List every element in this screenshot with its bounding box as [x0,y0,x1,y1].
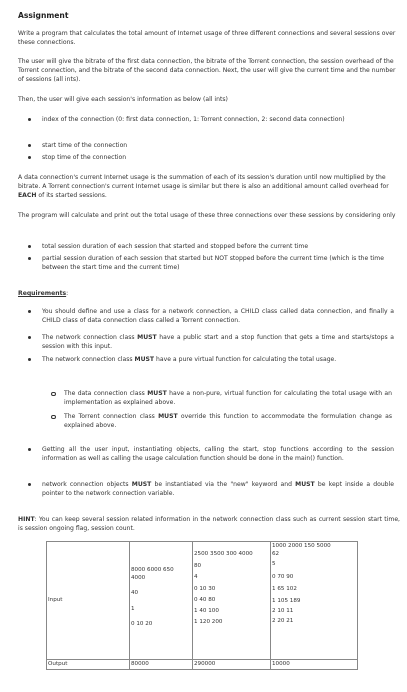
bullet-icon [28,245,31,248]
intro-paragraph: Write a program that calculates the total amount of Internet usage of three different connections and several sessions over these connections. [18,30,396,47]
sub-requirement-item: The data connection class MUST have a non-pure, virtual function for calculating the total usage with an implementation as explained above. [64,389,392,407]
calc-description: The program will calculate and print out the total usage of these three connections over these sessions by considering only [18,212,396,219]
input-cell-2: 2500 3500 300 4000 80 4 0 10 30 0 40 80 1 40 100 1 120 200 [193,542,271,660]
bullet-icon [28,358,31,361]
usage-description: A data connection's current Internet usage is the summation of each of its session's duration until now multiplied by the bitrate. A Torrent connection's current Internet usage is similar but there is also an additional amount called overhead for EACH of its started sessions. [18,174,389,200]
calc-list-item: partial session duration of each session that started but NOT stopped before the current time (which is the time between the start time and the current time) [42,254,394,272]
requirement-item: Getting all the user input, instantiating objects, calling the start, stop functions according to the session information as well as calling the usage calculation function should be done in the main() function. [42,445,394,463]
input-label-cell: Input [47,542,130,660]
input-description: The user will give the bitrate of the first data connection, the bitrate of the Torrent connection, the session overhead of the Torrent connection, and the bitrate of the second data connection. Next, the user will give the current time and the number of sessions (all ints). [18,58,396,84]
sub-requirement-item: The Torrent connection class MUST override this function to accommodate the formulation change as explained above. [64,412,392,430]
output-cell-2: 290000 [193,660,271,670]
requirement-item: The network connection class MUST have a pure virtual function for calculating the total usage. [42,355,394,364]
sample-io-table [46,541,358,670]
bullet-icon [28,156,31,159]
output-cell-3: 10000 [271,660,358,670]
bullet-icon [28,448,31,451]
requirement-item: network connection objects MUST be instantiated via the "new" keyword and MUST be kept inside a double pointer to the network connection variable. [42,480,394,498]
bullet-icon [28,257,31,260]
session-list-item: start time of the connection [42,141,394,150]
circle-bullet-icon [51,415,56,420]
bullet-icon [28,336,31,339]
page-title: Assignment [18,11,69,20]
bullet-icon [28,144,31,147]
requirement-item: You should define and use a class for a network connection, a CHILD class called data connection, and finally a CHILD class of data connection class called a Torrent connection. [42,307,394,325]
input-cell-3: 1000 2000 150 5000 62 5 0 70 90 1 65 102 1 105 189 2 10 11 2 20 21 [271,542,358,660]
input-cell-1: 8000 6000 650 4000 40 1 0 10 20 [130,542,193,660]
requirement-item: The network connection class MUST have a public start and a stop function that gets a time and starts/stops a session with this input. [42,333,394,351]
calc-list-item: total session duration of each session that started and stopped before the current time [42,242,394,251]
output-label-cell: Output [47,660,130,670]
circle-bullet-icon [51,392,56,397]
session-list-item: stop time of the connection [42,153,394,162]
table-row [47,542,358,660]
bullet-icon [28,310,31,313]
table-row [47,660,358,670]
hint-paragraph: HINT: You can keep several session related information in the network connection class such as current session start time, is session ongoing flag, session count. [18,516,400,533]
session-list-item: index of the connection (0: first data connection, 1: Torrent connection, 2: second data connection) [42,115,394,124]
requirements-heading: Requirements: [18,290,69,297]
bullet-icon [28,118,31,121]
output-cell-1: 80000 [130,660,193,670]
session-description: Then, the user will give each session's information as below (all ints) [18,96,228,103]
bullet-icon [28,483,31,486]
